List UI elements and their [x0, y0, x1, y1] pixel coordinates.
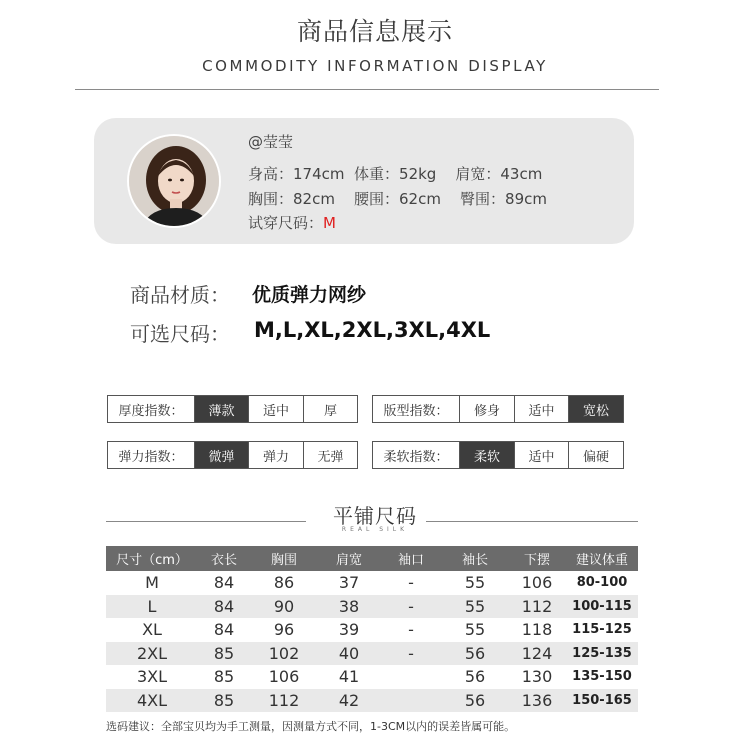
table-cell: 39	[338, 620, 360, 640]
elasticity-option: 无弹	[303, 442, 357, 468]
column-header: 衣长	[210, 553, 237, 568]
material-label: 商品材质：	[130, 283, 230, 307]
table-cell: 84	[213, 596, 235, 616]
column-header: 尺寸（cm）	[116, 553, 188, 568]
thickness-option: 薄款	[194, 396, 248, 422]
table-cell: 85	[213, 690, 235, 710]
model-fit-size-row	[248, 212, 336, 233]
table-cell: 100-115	[572, 598, 632, 614]
table-cell: 90	[273, 596, 295, 616]
table-cell: 42	[338, 690, 360, 710]
flat-sizes-title: 平铺尺码	[333, 504, 417, 528]
size-table-header	[106, 546, 638, 571]
table-row	[106, 618, 638, 642]
thickness-index	[107, 395, 358, 423]
model-portrait-image	[129, 136, 221, 228]
column-header: 肩宽	[335, 553, 362, 568]
table-cell: 55	[464, 620, 486, 640]
table-cell: 124	[521, 643, 553, 663]
table-cell: 84	[213, 573, 235, 593]
page-subtitle: COMMODITY INFORMATION DISPLAY	[202, 57, 548, 75]
softness-option: 偏硬	[568, 442, 623, 468]
table-cell: 96	[273, 620, 295, 640]
elasticity-option: 弹力	[248, 442, 303, 468]
table-cell: 86	[273, 573, 295, 593]
sizes-value: M,L,XL,2XL,3XL,4XL	[254, 318, 491, 342]
table-cell: 3XL	[136, 667, 168, 687]
model-measure-row-2: 胸围：82cm 腰围：62cm 臀围：89cm	[248, 190, 547, 208]
softness-index	[372, 441, 624, 469]
table-cell: 56	[464, 690, 486, 710]
table-row	[106, 595, 638, 619]
table-cell: 55	[464, 573, 486, 593]
fit-option: 宽松	[568, 396, 623, 422]
table-cell: -	[408, 573, 414, 593]
table-cell: L	[147, 596, 157, 616]
table-cell: 80-100	[576, 575, 628, 591]
elasticity-index-label: 弹力指数：	[118, 449, 184, 465]
table-cell: 130	[521, 667, 553, 687]
table-cell: 115-125	[572, 622, 632, 638]
table-cell: 4XL	[136, 690, 168, 710]
thickness-option: 适中	[248, 396, 303, 422]
table-cell: 135-150	[572, 669, 632, 685]
table-cell: 106	[268, 667, 300, 687]
table-cell: 38	[338, 596, 360, 616]
table-cell	[380, 665, 442, 689]
table-cell: 84	[213, 620, 235, 640]
table-cell: XL	[142, 620, 162, 640]
table-cell: 41	[338, 667, 360, 687]
table-cell: 118	[521, 620, 553, 640]
fit-size-value: M	[323, 214, 336, 232]
fit-index-label: 版型指数：	[383, 403, 449, 419]
table-cell: 85	[213, 667, 235, 687]
model-name: @莹莹	[248, 133, 294, 151]
table-cell: 112	[268, 690, 300, 710]
table-cell: -	[408, 596, 414, 616]
softness-option: 适中	[514, 442, 568, 468]
table-cell: 37	[338, 573, 360, 593]
column-header: 建议体重	[575, 553, 628, 568]
fit-size-label: 试穿尺码：	[248, 214, 324, 232]
softness-option: 柔软	[459, 442, 514, 468]
fit-option: 适中	[514, 396, 568, 422]
table-cell: -	[408, 643, 414, 663]
table-cell: 2XL	[136, 643, 168, 663]
table-cell	[380, 689, 442, 713]
table-cell: M	[145, 573, 159, 593]
measurement-footnote: 选码建议：全部宝贝均为手工测量，因测量方式不同，1-3CM以内的误差皆属可能。	[106, 720, 516, 733]
elasticity-option: 微弹	[194, 442, 248, 468]
softness-index-label: 柔软指数：	[383, 449, 449, 465]
fit-index	[372, 395, 624, 423]
size-table	[106, 546, 638, 712]
material-value: 优质弹力网纱	[252, 284, 367, 306]
table-cell: 125-135	[572, 645, 632, 661]
elasticity-index	[107, 441, 358, 469]
column-header: 下摆	[523, 553, 550, 568]
table-cell: 55	[464, 596, 486, 616]
model-measure-row-1: 身高：174cm 体重：52kg 肩宽：43cm	[248, 165, 543, 183]
table-cell: -	[408, 620, 414, 640]
table-cell: 102	[268, 643, 300, 663]
model-avatar	[127, 134, 221, 228]
header-divider	[75, 89, 659, 90]
table-cell: 56	[464, 643, 486, 663]
table-cell: 40	[338, 643, 360, 663]
table-row	[106, 689, 638, 713]
table-row	[106, 665, 638, 689]
table-cell: 106	[521, 573, 553, 593]
column-header: 胸围	[270, 553, 297, 568]
table-cell: 136	[521, 690, 553, 710]
thickness-option: 厚	[303, 396, 357, 422]
table-cell: 150-165	[572, 692, 632, 708]
table-cell: 56	[464, 667, 486, 687]
thickness-index-label: 厚度指数：	[118, 403, 184, 419]
fit-option: 修身	[459, 396, 514, 422]
sizes-label: 可选尺码：	[130, 322, 230, 346]
page-title: 商品信息展示	[296, 17, 453, 46]
column-header: 袖口	[397, 553, 424, 568]
table-cell: 112	[521, 596, 553, 616]
table-row	[106, 571, 638, 595]
table-cell: 85	[213, 643, 235, 663]
column-header: 袖长	[461, 553, 488, 568]
table-row	[106, 642, 638, 666]
flat-sizes-subtitle: REAL SILK	[341, 526, 409, 533]
